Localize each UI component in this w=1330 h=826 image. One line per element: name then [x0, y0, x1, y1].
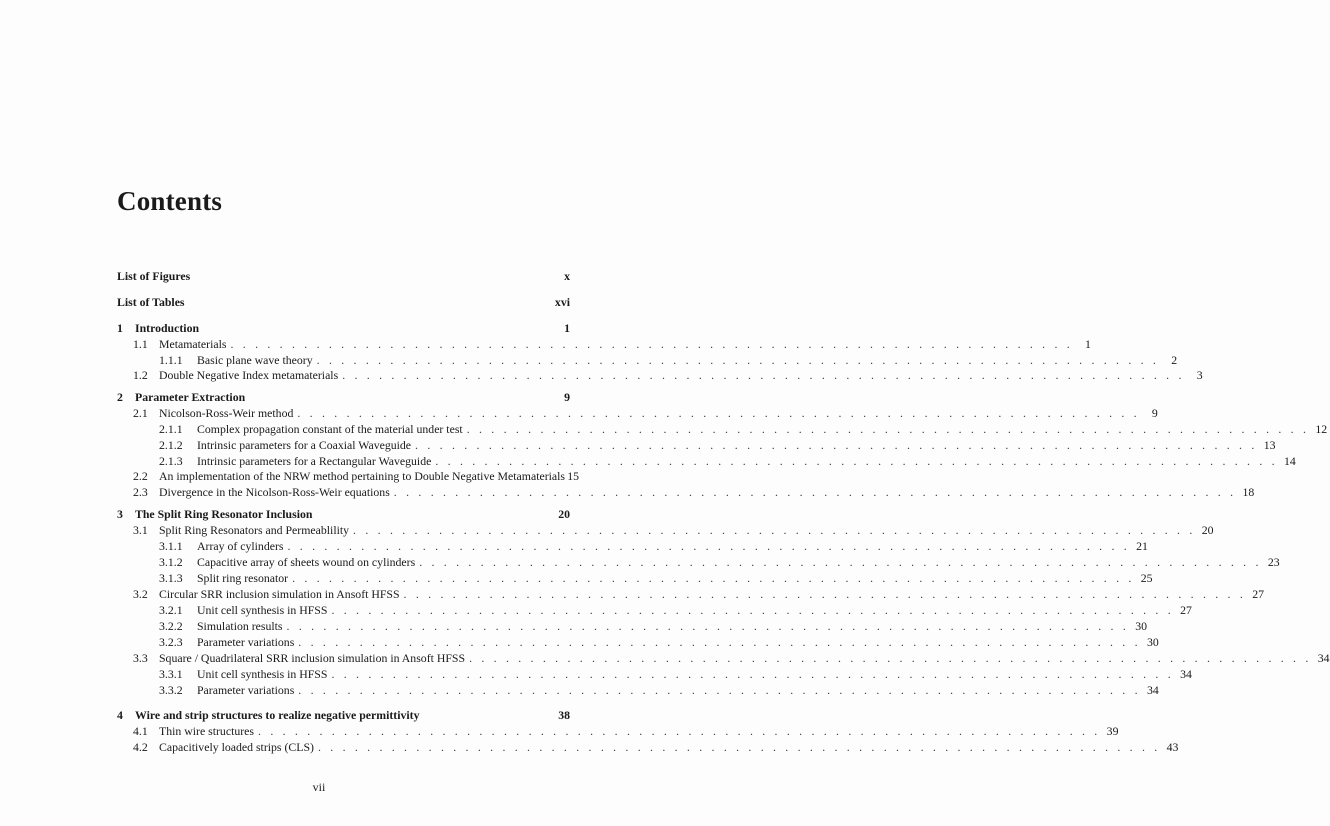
toc-title: Complex propagation constant of the material under test: [197, 422, 463, 436]
toc-leader: [287, 538, 1129, 554]
toc-section-2-3[interactable]: [117, 484, 1255, 500]
toc-leader: [467, 421, 1309, 437]
toc-title: Split ring resonator: [197, 571, 289, 585]
toc-title: Simulation results: [197, 619, 283, 633]
toc-number: 3.2.2: [159, 619, 183, 633]
toc-title: Parameter Extraction: [135, 390, 246, 404]
toc-number: 2.1.2: [159, 438, 183, 452]
toc-section-3-2[interactable]: [117, 586, 1264, 602]
toc-number: 4.1: [133, 724, 148, 738]
toc-number: 3.1.1: [159, 539, 183, 553]
toc-page: 43: [1166, 740, 1179, 754]
toc-number: 3.3.2: [159, 683, 183, 697]
toc-subsection-3-2-1[interactable]: [117, 602, 1192, 618]
toc-leader: [353, 522, 1195, 538]
toc-page: 20: [1201, 523, 1214, 537]
toc-title: Wire and strip structures to realize negative permittivity: [135, 708, 420, 722]
toc-number: 4: [117, 708, 123, 722]
toc-title: Array of cylinders: [197, 539, 284, 553]
toc-leader: [415, 437, 1257, 453]
page-number: vii: [312, 780, 326, 794]
toc-title: Split Ring Resonators and Permeablility: [159, 523, 350, 537]
toc-section-4-1[interactable]: [117, 723, 1119, 739]
toc-page: 18: [1242, 485, 1255, 499]
toc-page: 20: [558, 507, 570, 521]
toc-number: 1.1: [133, 337, 148, 351]
toc-leader: [297, 405, 1139, 421]
toc-leader: [292, 570, 1134, 586]
toc-leader: [394, 484, 1236, 500]
toc-number: 3: [117, 507, 123, 521]
toc-number: 3.3: [133, 651, 148, 665]
toc-title: Double Negative Index metamaterials: [159, 368, 339, 382]
toc-page: 12: [1315, 422, 1328, 436]
toc-page: 14: [1284, 454, 1296, 468]
toc-subsection-3-1-2[interactable]: [117, 554, 1280, 570]
toc-number: 1.1.1: [159, 353, 183, 367]
toc-number: 2.1.3: [159, 454, 183, 468]
toc-leader: [258, 723, 1100, 739]
toc-leader: [287, 618, 1129, 634]
toc-section-1-1[interactable]: [117, 336, 1091, 352]
toc-leader: [298, 682, 1140, 698]
toc-subsection-3-3-2[interactable]: [117, 682, 1159, 698]
toc-page: 21: [1136, 539, 1148, 553]
toc-page: 15: [567, 469, 580, 483]
toc-title: List of Figures: [117, 269, 191, 283]
toc-page: 30: [1146, 635, 1159, 649]
toc-title: Capacitive array of sheets wound on cylinders: [197, 555, 416, 569]
toc-page: 1: [1085, 337, 1091, 351]
toc-leader: [317, 352, 1159, 368]
toc-page: 9: [1151, 406, 1158, 420]
toc-title: Intrinsic parameters for a Coaxial Waveguide: [197, 438, 412, 452]
toc-number: 3.2.1: [159, 603, 183, 617]
toc-chapter-2[interactable]: [117, 389, 570, 405]
toc-chapter-4[interactable]: [117, 707, 570, 723]
toc-title: Intrinsic parameters for a Rectangular Waveguide: [197, 454, 432, 468]
toc-title: Metamaterials: [159, 337, 227, 351]
toc-leader: [298, 634, 1140, 650]
toc-title: Square / Quadrilateral SRR inclusion simulation in Ansoft HFSS: [159, 651, 466, 665]
page-title: Contents: [117, 186, 223, 216]
toc-number: 1: [117, 321, 123, 335]
toc-number: 1.2: [133, 368, 148, 382]
toc-page: 2: [1171, 353, 1178, 367]
toc-entry-list-of-figures[interactable]: [117, 268, 570, 284]
toc-number: 4.2: [133, 740, 148, 754]
toc-leader: [342, 367, 1184, 383]
toc-page: 39: [1106, 724, 1119, 738]
toc-leader: [318, 739, 1160, 755]
toc-number: 3.3.1: [159, 667, 183, 681]
toc-number: 3.1.2: [159, 555, 183, 569]
toc-title: Unit cell synthesis in HFSS: [197, 603, 328, 617]
toc-title: Circular SRR inclusion simulation in Ansoft HFSS: [159, 587, 400, 601]
toc-leader: [331, 666, 1173, 682]
toc-page: 3: [1196, 368, 1203, 382]
toc-subsection-2-1-3[interactable]: [117, 453, 1296, 469]
toc-page: 13: [1263, 438, 1276, 452]
toc-title: Basic plane wave theory: [197, 353, 313, 367]
toc-number: 3.1.3: [159, 571, 183, 585]
toc-leader: [469, 650, 1311, 666]
toc-page: 34: [1146, 683, 1159, 697]
toc-title: Thin wire structures: [159, 724, 255, 738]
toc-subsection-3-2-3[interactable]: [117, 634, 1159, 650]
toc-page: 30: [1135, 619, 1147, 633]
toc-title: Introduction: [135, 321, 200, 335]
toc-title: Unit cell synthesis in HFSS: [197, 667, 328, 681]
toc-title: The Split Ring Resonator Inclusion: [135, 507, 313, 521]
toc-subsection-1-1-1[interactable]: [117, 352, 1178, 368]
toc-section-4-2[interactable]: [117, 739, 1179, 755]
toc-title: Nicolson-Ross-Weir method: [159, 406, 294, 420]
toc-page: 9: [564, 390, 570, 404]
toc-page: 1: [564, 321, 570, 335]
toc-section-2-1[interactable]: [117, 405, 1158, 421]
toc-title: Parameter variations: [197, 683, 295, 697]
toc-section-2-2[interactable]: [117, 468, 580, 484]
toc-page: 38: [558, 708, 570, 722]
toc-subsection-3-1-3[interactable]: [117, 570, 1153, 586]
toc-subsection-2-1-2[interactable]: [117, 437, 1276, 453]
toc-subsection-3-3-1[interactable]: [117, 666, 1192, 682]
toc-section-3-1[interactable]: [117, 522, 1214, 538]
toc-entry-list-of-tables[interactable]: [117, 294, 570, 310]
toc-page: 27: [1180, 603, 1192, 617]
toc-title: Divergence in the Nicolson-Ross-Weir equations: [159, 485, 390, 499]
toc-number: 3.2: [133, 587, 148, 601]
toc-subsection-3-1-1[interactable]: [117, 538, 1148, 554]
toc-chapter-3[interactable]: [117, 506, 570, 522]
toc-section-3-3[interactable]: [117, 650, 1330, 666]
toc-leader: [435, 453, 1277, 469]
toc-number: 3.1: [133, 523, 148, 537]
toc-number: 3.2.3: [159, 635, 183, 649]
toc-page: xvi: [554, 295, 570, 309]
toc-leader: [230, 336, 1072, 352]
toc-leader: [404, 586, 1246, 602]
toc-page: 34: [1317, 651, 1330, 665]
toc-number: 2.1: [133, 406, 148, 420]
toc-number: 2.1.1: [159, 422, 183, 436]
toc-section-1-2[interactable]: [117, 367, 1203, 383]
toc-page: 27: [1252, 587, 1264, 601]
toc-leader: [419, 554, 1261, 570]
toc-title: An implementation of the NRW method pertaining to Double Negative Metamaterials: [159, 469, 566, 483]
toc-page: 34: [1180, 667, 1192, 681]
toc-page: 23: [1267, 555, 1280, 569]
toc-chapter-1[interactable]: [117, 320, 570, 336]
toc-title: Parameter variations: [197, 635, 295, 649]
toc-subsection-2-1-1[interactable]: [117, 421, 1328, 437]
toc-title: Capacitively loaded strips (CLS): [159, 740, 314, 754]
toc-page: 25: [1140, 571, 1153, 585]
toc-number: 2: [117, 390, 123, 404]
toc-title: List of Tables: [117, 295, 185, 309]
toc-subsection-3-2-2[interactable]: [117, 618, 1147, 634]
toc-number: 2.3: [133, 485, 148, 499]
toc-page: x: [564, 269, 570, 283]
toc-leader: [331, 602, 1173, 618]
toc-number: 2.2: [133, 469, 148, 483]
